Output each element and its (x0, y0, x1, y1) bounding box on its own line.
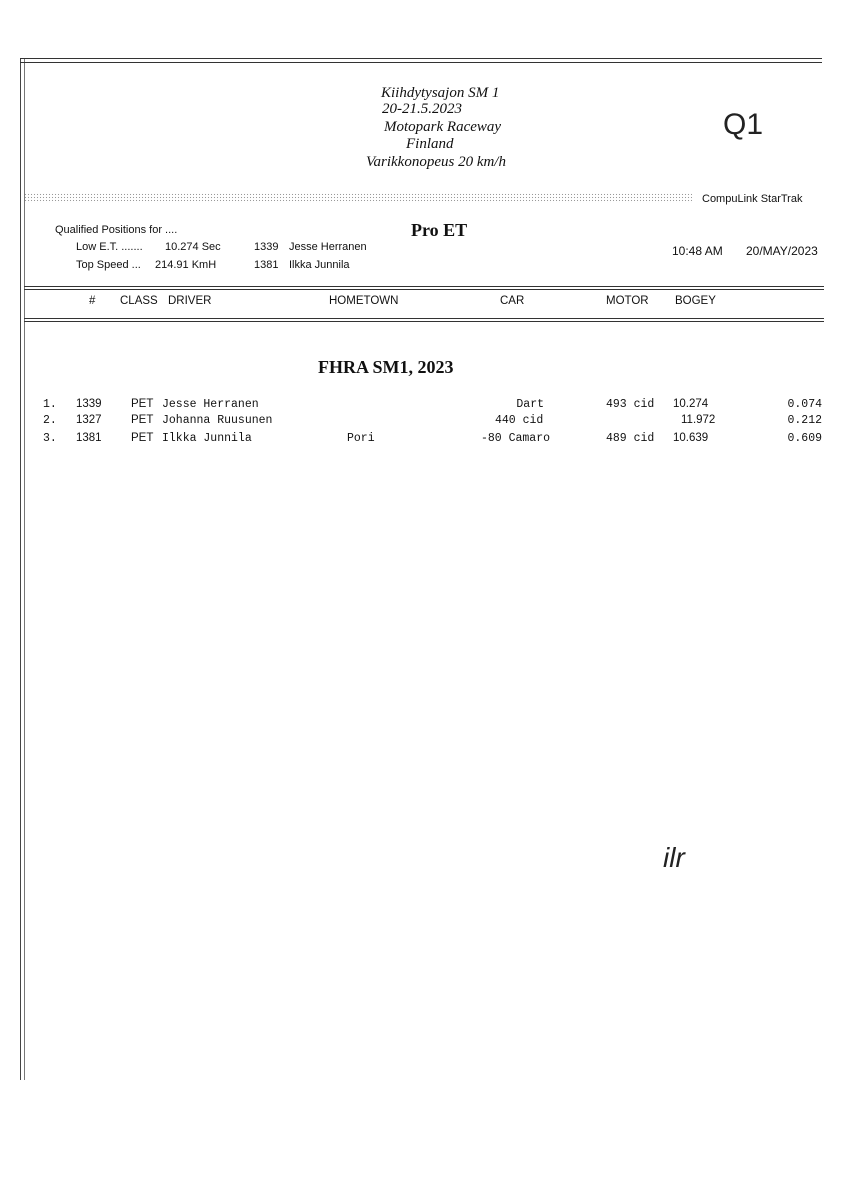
top-border-line-inner (20, 62, 822, 63)
event-pit-speed: Varikkonopeus 20 km/h (366, 154, 506, 170)
top-speed-value: 214.91 KmH (155, 259, 217, 271)
row-bogey: 10.274 (673, 398, 709, 410)
class-title: Pro ET (411, 220, 468, 240)
low-et-value: 10.274 Sec (165, 241, 221, 253)
row-number: 1339 (76, 398, 102, 410)
col-header-num: # (89, 295, 96, 307)
header-divider-top-2 (24, 289, 824, 290)
event-dates: 20-21.5.2023 (382, 101, 462, 117)
row-position: 3. (43, 432, 57, 445)
event-country: Finland (406, 136, 454, 152)
col-header-class: CLASS (120, 295, 158, 307)
row-diff: 0.609 (787, 432, 822, 445)
row-driver: Ilkka Junnila (162, 432, 252, 445)
handwritten-initials: ilr (663, 842, 685, 873)
row-hometown: Pori (347, 432, 375, 445)
system-label: CompuLink StarTrak (702, 193, 803, 205)
top-speed-number: 1381 (254, 259, 279, 271)
col-header-driver: DRIVER (168, 295, 212, 307)
dotted-band (24, 193, 692, 203)
row-number: 1327 (76, 414, 102, 426)
col-header-hometown: HOMETOWN (329, 295, 399, 307)
header-divider-bottom (24, 318, 824, 319)
event-venue: Motopark Raceway (384, 119, 502, 135)
row-diff: 0.212 (787, 414, 822, 427)
report-time: 10:48 AM (672, 244, 723, 258)
top-speed-driver: Ilkka Junnila (289, 259, 350, 271)
row-bogey: 10.639 (673, 432, 709, 444)
row-position: 1. (43, 398, 57, 411)
row-driver: Jesse Herranen (162, 398, 259, 411)
header-divider-top (24, 286, 824, 287)
row-car: -80 Camaro (481, 432, 551, 445)
report-date: 20/MAY/2023 (746, 244, 818, 258)
row-motor: 493 cid (606, 398, 655, 411)
low-et-label: Low E.T. ....... (76, 241, 143, 253)
row-bogey: 11.972 (681, 414, 716, 426)
row-diff: 0.074 (787, 398, 822, 411)
row-class: PET (131, 432, 154, 444)
header-divider-bottom-2 (24, 321, 824, 322)
left-border-line-inner (24, 58, 25, 1080)
row-car: Dart (516, 398, 544, 411)
row-motor: 489 cid (606, 432, 655, 445)
left-border-line (20, 58, 21, 1080)
col-header-motor: MOTOR (606, 295, 649, 307)
event-title: Kiihdytysajon SM 1 (381, 85, 500, 101)
row-number: 1381 (76, 432, 102, 444)
section-title: FHRA SM1, 2023 (318, 357, 454, 377)
low-et-driver: Jesse Herranen (289, 241, 367, 253)
row-class: PET (131, 414, 154, 426)
row-class: PET (131, 398, 154, 410)
top-border-line (20, 58, 822, 59)
col-header-car: CAR (500, 295, 525, 307)
row-car: 440 cid (495, 414, 544, 427)
col-header-bogey: BOGEY (675, 295, 716, 307)
row-position: 2. (43, 414, 57, 427)
low-et-number: 1339 (254, 241, 279, 253)
row-driver: Johanna Ruusunen (162, 414, 273, 427)
qualified-heading: Qualified Positions for .... (55, 224, 178, 236)
top-speed-label: Top Speed ... (76, 259, 141, 271)
handwritten-q1-mark: Q1 (723, 108, 764, 141)
